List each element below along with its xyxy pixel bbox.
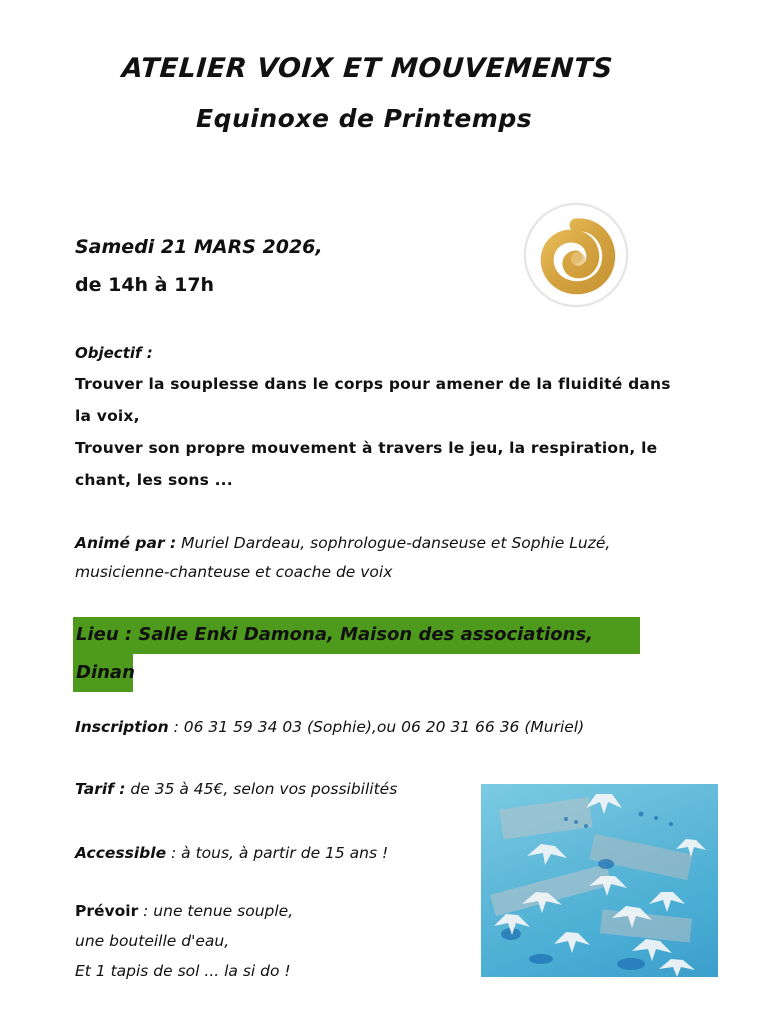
anime-par — [75, 527, 610, 559]
lieu-line-1: Lieu : Salle Enki Damona, Maison des associations, — [76, 624, 594, 645]
event-time: de 14h à 17h — [75, 274, 215, 296]
prevoir-line-3: Et 1 tapis de sol ... la si do ! — [75, 962, 291, 980]
objectif-label: Objectif : — [75, 344, 153, 362]
prevoir — [75, 895, 293, 927]
prevoir-line-2: une bouteille d'eau, — [75, 932, 230, 950]
accessible-label: Accessible — [75, 844, 167, 862]
event-date: Samedi 21 MARS 2026, — [75, 236, 323, 258]
prevoir-label: Prévoir — [75, 902, 139, 920]
inscription-label: Inscription — [75, 718, 169, 736]
objectif-line-4: chant, les sons ... — [75, 471, 233, 489]
white-flowers-painting-icon — [481, 784, 718, 977]
tarif-label: Tarif : — [75, 780, 126, 798]
page-title: ATELIER VOIX ET MOUVEMENTS — [120, 53, 614, 84]
lieu-line-2: Dinan — [76, 662, 135, 683]
tarif-value: de 35 à 45€, selon vos possibilités — [125, 780, 398, 798]
blue-painting-image — [481, 784, 718, 977]
inscription-phones: : 06 31 59 34 03 (Sophie),ou 06 20 31 66 36 (Muriel) — [168, 718, 585, 736]
anime-value: Muriel Dardeau, sophrologue-danseuse et Sophie Luzé, — [176, 534, 611, 552]
objectif-line-2: la voix, — [75, 407, 140, 425]
golden-spiral-icon — [526, 205, 626, 305]
prevoir-value: : une tenue souple, — [138, 902, 294, 920]
tarif — [75, 773, 397, 805]
page-subtitle: Equinoxe de Printemps — [196, 104, 533, 133]
accessible-value: : à tous, à partir de 15 ans ! — [166, 844, 389, 862]
inscription — [75, 711, 584, 743]
anime-label: Animé par : — [75, 534, 177, 552]
objectif-line-1: Trouver la souplesse dans le corps pour amener de la fluidité dans — [75, 375, 671, 393]
golden-spiral-logo — [526, 205, 626, 305]
anime-line-2: musicienne-chanteuse et coache de voix — [75, 563, 393, 581]
accessible — [75, 837, 388, 869]
objectif-line-3: Trouver son propre mouvement à travers le jeu, la respiration, le — [75, 439, 658, 457]
